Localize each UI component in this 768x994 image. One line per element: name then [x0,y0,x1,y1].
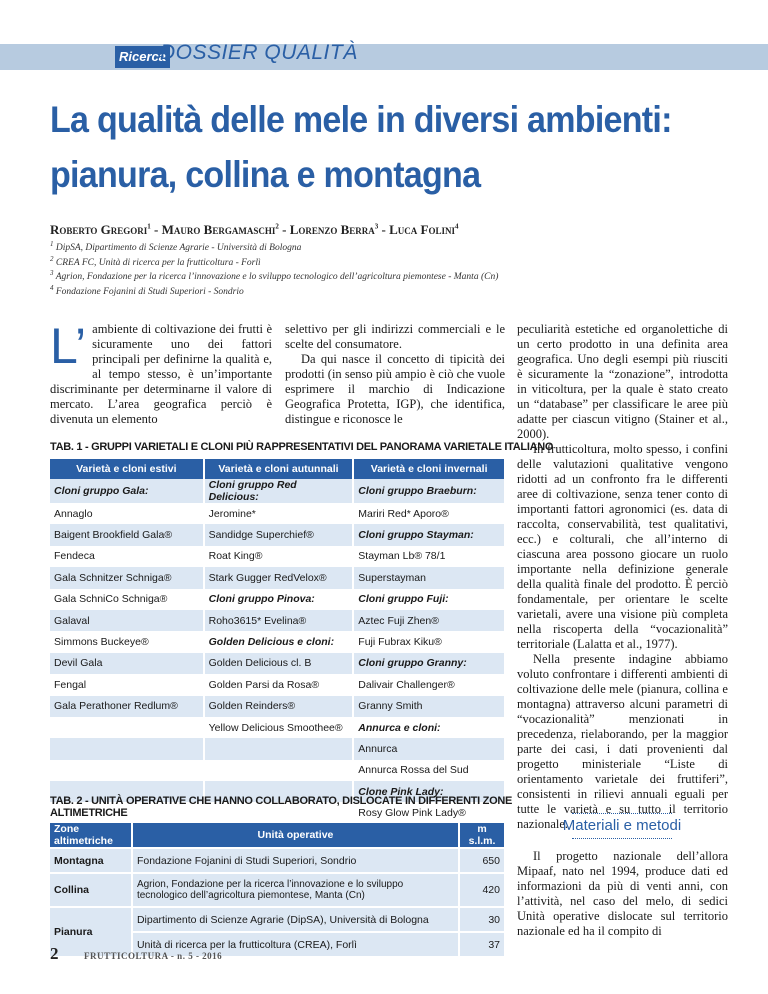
table1 [50,459,506,824]
table1-cell: Sandidge Superchief® [204,524,354,545]
affiliation-1: DipSA, Dipartimento di Scienze Agrarie - Università di Bologna [55,243,302,254]
unit-cell: Fondazione Fojanini di Studi Superiori, Sondrio [132,848,459,873]
zone-cell: Pianura [50,907,132,956]
table-row [50,653,505,674]
table1-cell: Stayman Lb® 78/1 [353,546,505,567]
table-row [50,610,505,631]
table1-cell: Annurca e cloni: [353,717,505,738]
table-row [50,717,505,738]
table1-cell: Annurca Rossa del Sud [353,760,505,781]
table-row [50,567,505,588]
table2-title-line-1: TAB. 2 - UNITÀ OPERATIVE CHE HANNO COLLABORATO, DISLOCATE IN DIFFERENTI ZONE [50,795,513,807]
col1-paragraph: ambiente di coltivazione dei frutti è sicuramente uno dei fattori principali per definirne la qualità e, al tempo stesso, è un’importante discriminante per determinarne il valore di mercato. L’area geografica perciò è divenuta un elemento [50,322,272,426]
title-line-2: pianura, collina e montagna [50,154,481,195]
table1-cell [204,760,354,781]
unit-cell: Dipartimento di Scienze Agrarie (DipSA), Università di Bologna [132,907,459,932]
table1-cell: Roho3615* Evelina® [204,610,354,631]
table-row [50,760,505,781]
table1-cell: Gala SchniCo Schniga® [50,589,204,610]
table1-cell: Simmons Buckeye® [50,631,204,652]
table1-cell: Granny Smith [353,696,505,717]
unit-cell: Agrion, Fondazione per la ricerca l’innovazione e lo sviluppo tecnologico dell’agricoltura piemontese, Manta (Cn) [132,873,459,907]
table-row [50,848,505,873]
author-1: Roberto Gregori [50,222,148,237]
table1-cell: Rosy Glow Pink Lady® [353,802,505,823]
affiliations: $^1$ DipSA, Dipartimento di Scienze Agrarie - Università di Bologna $^2$ CREA FC, Unità di ricerca per la frutticoltura - Forlì $^3$ Agrion, Fondazione per la ricerca l’innovazione e lo sviluppo tecnologico dell’agricoltura piemontese - Manta (Cn) $^4$ Fondazione Fojanini di Studi Superiori - Sondrio [50,240,499,298]
table1-cell [204,738,354,759]
table1-cell: Clone Pink Lady: [353,781,505,802]
table1-cell: Aztec Fuji Zhen® [353,610,505,631]
table-row [50,546,505,567]
table-row [50,674,505,695]
section-heading-block [517,813,727,839]
dotted-rule-bottom [572,838,672,839]
author-2: Mauro Bergamaschi [161,222,276,237]
table1-cell: Fengal [50,674,204,695]
author-3: Lorenzo Berra [289,222,375,237]
table2-header: Zone altimetriche [50,823,132,848]
body-column-2 [285,322,505,427]
table1-header: Varietà e cloni invernali [353,459,505,479]
col3-paragraph-4: Il progetto nazionale dell’allora Mipaaf, nato nel 1994, produce dati ed informazioni da più di venti anni, con l’attività, nel caso del melo, di sedici Unità operative dislocate sul territorio nazionale ed ha il compito di [517,849,728,938]
table1-cell: Cloni gruppo Pinova: [204,589,354,610]
table1-cell: Fuji Fubrax Kiku® [353,631,505,652]
table1-cell: Gala Schnitzer Schniga® [50,567,204,588]
title-line-1: La qualità delle mele in diversi ambienti: [50,99,672,140]
table1-cell: Annaglo [50,503,204,524]
altitude-cell: 37 [459,932,505,956]
drop-cap: L’ [50,318,87,374]
table-row [50,503,505,524]
table1-cell: Cloni gruppo Fuji: [353,589,505,610]
table1-cell: Cloni gruppo Red Delicious: [204,479,354,503]
table2-header: m s.l.m. [459,823,505,848]
affiliation-3: Agrion, Fondazione per la ricerca l’innovazione e lo sviluppo tecnologico dell’agricoltura piemontese - Manta (Cn) [55,272,499,283]
dossier-label: DOSSIER QUALITÀ [160,41,358,64]
col3-paragraph-2: In frutticoltura, molto spesso, i confini delle valutazioni qualitative vengono ridotti ad un confronto fra le differenti aree di coltivazione, senza tener conto di importanti fattori agronomici (es. data di raccolta, conservabilità, test qualitativi, ecc.) e colturali, che all’interno di ciascuna area possono giocare un ruolo importante nella definizione generale della qualità finale del prodotto. È perciò fondamentale, per orientare le scelte varietali, avere una visione più completa nella riscoperta della “vocazionalità” territoriale (Lalatta et al., 1977). [517,442,728,651]
table1-cell: Cloni gruppo Granny: [353,653,505,674]
altitude-cell: 420 [459,873,505,907]
affiliation-2: CREA FC, Unità di ricerca per la frutticoltura - Forlì [55,257,261,268]
table-row [50,907,505,932]
table1-cell: Golden Delicious e cloni: [204,631,354,652]
table1-title: TAB. 1 - GRUPPI VARIETALI E CLONI PIÙ RAPPRESENTATIVI DEL PANORAMA VARIETALE ITALIANO [50,441,554,453]
section-heading: Materiali e metodi [562,817,682,834]
table1-header: Varietà e cloni estivi [50,459,204,479]
table1-cell: Devil Gala [50,653,204,674]
table1-cell: Cloni gruppo Gala: [50,479,204,503]
table1-cell: Roat King® [204,546,354,567]
table-row [50,589,505,610]
table1-cell: Mariri Red* Aporo® [353,503,505,524]
zone-cell: Collina [50,873,132,907]
table1-cell: Fendeca [50,546,204,567]
col2-paragraph-2: Da qui nasce il concetto di tipicità dei prodotti (in senso più ampio è ciò che vuole esprimere il marchio di Indicazione Geografica Protetta, IGP), che identifica, distingue e riconosce le [285,352,505,426]
table1-cell: Golden Parsi da Rosa® [204,674,354,695]
table1-cell: Annurca [353,738,505,759]
article-title [50,92,694,202]
table1-header-row [50,459,505,479]
col3-paragraph-1: peculiarità estetiche ed organolettiche di un certo prodotto in una definita area geografica. Uno degli esempi più riusciti è sicuramente la “zonazione”, introdotta in viticoltura, per la quale è stato creato un “database” per classificare le aree più adatte per ciascun vitigno (Stainer et al., 2000). [517,322,728,441]
altitude-cell: 650 [459,848,505,873]
table1-cell [50,717,204,738]
body-column-3 [517,322,728,832]
body-column-3-continued [517,849,728,939]
body-column-1 [50,318,272,427]
journal-footer: FRUTTICOLTURA - n. 5 - 2016 [84,951,223,961]
table2-header-row [50,823,505,848]
table1-cell: Cloni gruppo Stayman: [353,524,505,545]
table2 [50,823,506,956]
unit-cell: Unità di ricerca per la frutticoltura (CREA), Forlì [132,932,459,956]
col2-paragraph-1: selettivo per gli indirizzi commerciali e le scelte del consumatore. [285,322,505,351]
table1-cell: Dalivair Challenger® [353,674,505,695]
col3-paragraph-3: Nella presente indagine abbiamo voluto confrontare i differenti ambienti di coltivazione delle mele (pianura, collina e montagna) attraverso alcuni parametri di “vocazionalità” menzionati in precedenza, rielaborando, per la maggior parte dei casi, i dati provenienti dal progetto ministeriale “Liste di orientamento varietale dei fruttiferi”, consistenti in rilievi annuali eguali per tutte le varietà e su tutto il territorio nazionale. [517,652,728,831]
table2-header: Unità operative [132,823,459,848]
table1-header: Varietà e cloni autunnali [204,459,354,479]
affiliation-4: Fondazione Fojanini di Studi Superiori - Sondrio [55,287,244,298]
table1-cell: Cloni gruppo Braeburn: [353,479,505,503]
author-4: Luca Folini [389,222,456,237]
table1-cell: Galaval [50,610,204,631]
table1-cell: Golden Reinders® [204,696,354,717]
section-label: Ricerca [115,46,170,68]
authors: Roberto Gregori$^1$ - Mauro Bergamaschi$^2$ - Lorenzo Berra$^3$ - Luca Folini$^4$ [50,222,459,237]
table2-title-line-2: ALTIMETRICHE [50,807,128,819]
table1-cell: Yellow Delicious Smoothee® [204,717,354,738]
table-row [50,524,505,545]
table1-cell [50,738,204,759]
table1-cell: Gala Perathoner Redlum® [50,696,204,717]
altitude-cell: 30 [459,907,505,932]
page-number: 2 [50,944,59,963]
table-row [50,696,505,717]
zone-cell: Montagna [50,848,132,873]
table1-cell: Golden Delicious cl. B [204,653,354,674]
table-row [50,738,505,759]
table1-cell: Superstayman [353,567,505,588]
table-row [50,631,505,652]
table-row [50,873,505,907]
table2-title [50,795,512,819]
table1-cell: Stark Gugger RedVelox® [204,567,354,588]
table1-cell: Jeromine* [204,503,354,524]
table1-cell [50,760,204,781]
table-row [50,479,505,503]
table1-cell: Baigent Brookfield Gala® [50,524,204,545]
